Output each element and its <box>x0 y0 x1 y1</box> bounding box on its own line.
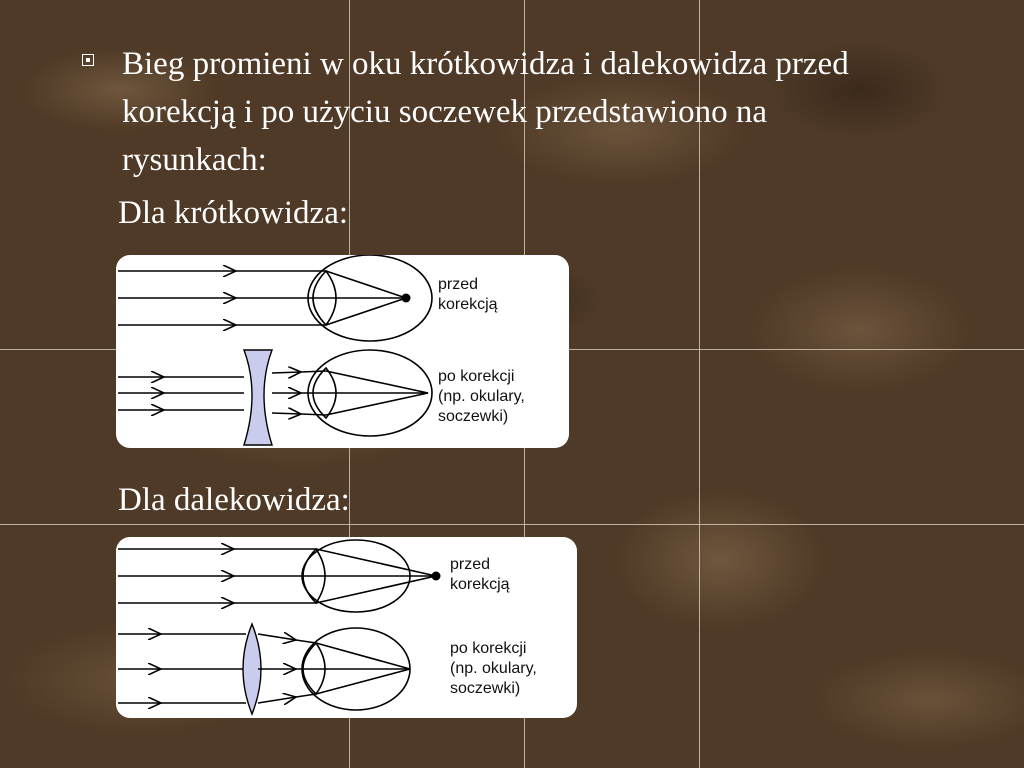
grid-line-horizontal <box>0 524 1024 525</box>
caption-line: (np. okulary, <box>450 660 537 677</box>
caption-line: korekcją <box>450 576 510 593</box>
caption-line: przed <box>450 556 491 573</box>
hyperopia-before-caption <box>450 555 510 595</box>
intro-bullet-text: Bieg promieni w oku krótkowidza i dalekowidza przed korekcją i po użyciu soczewek przedstawiono na rysunkach: <box>122 46 849 178</box>
hyperopia-diagram <box>116 537 577 718</box>
hyperopia-after-caption <box>450 639 537 699</box>
caption-line: soczewki) <box>438 408 509 425</box>
myopia-rays-before <box>118 271 326 325</box>
myopia-rays-inside-before <box>326 271 406 325</box>
hyperopia-rays-after-outside <box>118 634 246 703</box>
hyperopia-focus-point-before <box>432 572 441 581</box>
caption-line: soczewki) <box>450 680 521 697</box>
hyperopia-rays-after-converging <box>258 634 316 703</box>
hyperopia-heading: Dla dalekowidza: <box>118 482 350 518</box>
myopia-diagram <box>116 255 569 448</box>
caption-line: po korekcji <box>450 640 527 657</box>
myopia-before-caption <box>438 275 498 315</box>
myopia-focus-point-before <box>402 294 411 303</box>
caption-line: korekcją <box>438 296 498 313</box>
hyperopia-rays-inside-after <box>316 643 410 694</box>
concave-lens <box>244 350 272 445</box>
myopia-rays-inside-after <box>326 371 428 415</box>
myopia-rays-after-outside <box>118 377 244 410</box>
myopia-after-caption <box>438 367 525 427</box>
caption-line: (np. okulary, <box>438 388 525 405</box>
caption-line: po korekcji <box>438 368 515 385</box>
hyperopia-rays-before <box>118 549 316 603</box>
bullet-square-icon <box>82 54 94 66</box>
hyperopia-rays-inside-before <box>316 549 436 603</box>
myopia-heading: Dla krótkowidza: <box>118 195 349 231</box>
caption-line: przed <box>438 276 479 293</box>
